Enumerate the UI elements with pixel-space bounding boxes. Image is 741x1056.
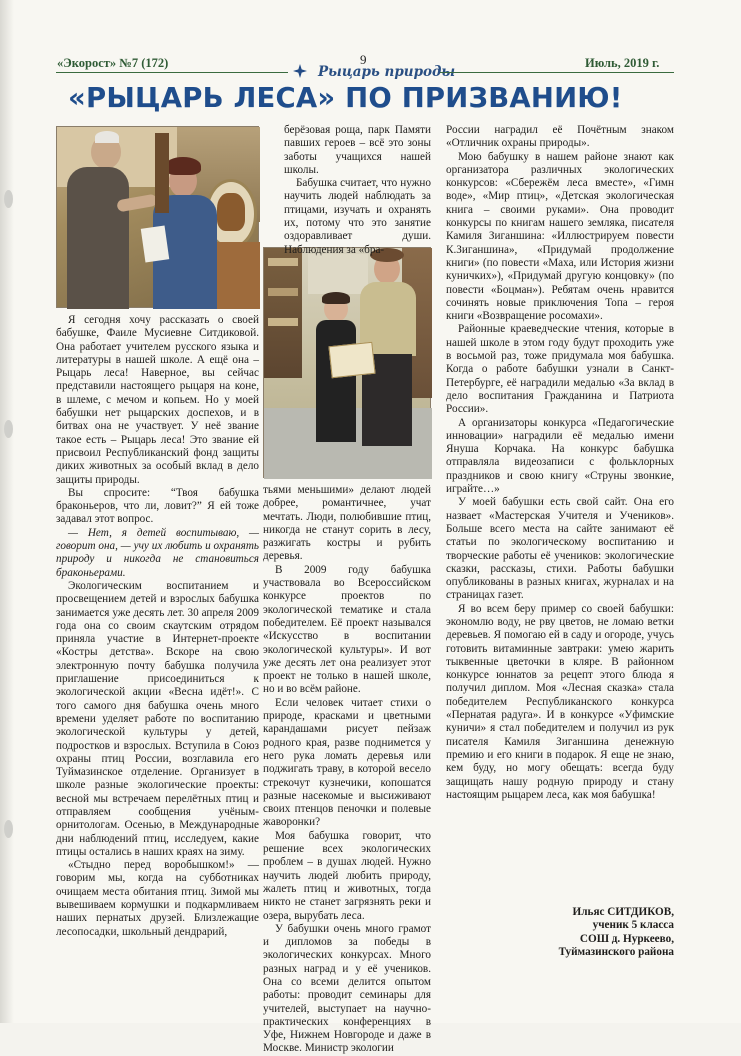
rubric-title: Рыцарь природы: [318, 64, 456, 80]
photo-award-ceremony: [56, 126, 259, 308]
quote-paragraph: — Нет, я детей воспитываю, — говорит она, — учу их любить и охранять природу и никогда не становиться браконьерами.: [56, 526, 259, 579]
issue-date: Июль, 2019 г.: [585, 56, 660, 70]
author-role: ученик 5 класса: [592, 919, 674, 932]
author-signature: [530, 906, 674, 959]
paragraph: Бабушка считает, что нужно научить людей наблюдать за птицами, изучать и охранять их, потому что это занятие оздоравливает души. Наблюдения за «бра-: [284, 177, 431, 256]
paragraph: У моей бабушки есть свой сайт. Она его назвает «Мастерская Учителя и Учеников». Больше всего места на сайте занимают её статьи по экологическому воспитанию и творческие работы её учеников: экологические сказки, рассказы, стихи. Работы бабушки опубликованы в разных книгах, журналах и на страницах газет.: [446, 496, 674, 602]
paragraph: берёзовая роща, парк Памяти павших героев – всё это зоны заботы учащихся нашей школы.: [284, 124, 431, 176]
star-icon: [293, 64, 307, 78]
author-district: Туймазинского района: [558, 945, 674, 958]
paragraph: Если человек читает стихи о природе, красками и цветными карандашами рисует пейзаж родного края, разве поднимется у него рука ломать деревья или поджигать траву, в которой весело стрекочут кузнечики, копошатся разные насекомые и высиживают своих птенцов пеночки и полевые жаворонки?: [263, 696, 431, 829]
article-column-2-top: [284, 124, 431, 257]
paragraph: У бабушки очень много грамот и дипломов за победы в экологических конкурсах. Много разных наград и у её учеников. Она со всеми делится опытом работы: проводит семинары для учителей, выступает на научно-практических конференциях в Уфе, Нижнем Новгороде и даже в Москве. Министр экологии: [263, 922, 431, 1055]
paragraph: А организаторы конкурса «Педагогические инновации» наградили её медалью имени Януша Корчака. На конкурс бабушка отправляла видеозаписи с фольклорных праздников и свою книгу «Струны звонкие, играйте…»: [446, 416, 674, 496]
article-column-1: [56, 314, 259, 939]
photo-boy-with-diploma: [263, 247, 431, 478]
page-number: 9: [360, 52, 367, 67]
author-name: Ильяс СИТДИКОВ,: [572, 906, 674, 918]
paragraph: Я сегодня хочу рассказать о своей бабушке, Фаиле Мусиевне Ситдиковой. Она работает учителем русского языка и литературы в нашей школе. А ещё она – Рыцарь леса! Наверное, вы сейчас представили настоящего рыцаря на коне, в шлеме, с мечом и копьем. Но у моей бабушки нет рыцарских доспехов, и в битвах она не участвует. У неё звание такое есть – Рыцарь леса! Это звание ей присвоил Республиканский фонд защиты диких животных за особый вклад в дело защиты природы.: [56, 314, 259, 486]
issue-label: «Экорост» №7 (172): [57, 56, 169, 70]
paragraph: Мою бабушку в нашем районе знают как организатора различных экологических конкурсов: «Сбережём леса вместе», «Гимн воде», «Мир птиц», «Детская экологическая книга – своими руками». Она проводит конкурсы по книгам нашего земляка, писателя Камиля Зиганшина: «Иллюстрируем повести К.Зиганшина», «Придумай продолжение книги» (по повести «Маха, или История жизни куничких»), «Придумай другую концовку» (по повести «Боцман»). Ребятам очень нравится сочинять новые приключения Топа – героя книги «Возвращение росомахи».: [446, 150, 674, 323]
binder-hole: [4, 420, 13, 438]
paragraph: Вы спросите: “Твоя бабушка браконьеров, что ли, ловит?” Я ей тоже задавал этот вопрос.: [56, 486, 259, 526]
paragraph: В 2009 году бабушка участвовала во Всероссийском конкурсе проектов по экологической тематике и стала победителем. Её проект назывался «Искусство в воспитании экологической культуры». И вот уже десять лет она реализует этот проект не только в нашей школе, но и во всём районе.: [263, 563, 431, 696]
article-headline: «РЫЦАРЬ ЛЕСА» ПО ПРИЗВАНИЮ!: [68, 82, 623, 114]
header-rule-right: [440, 72, 674, 73]
binder-hole: [4, 820, 13, 838]
article-column-2-bottom: [263, 484, 431, 1056]
paragraph: Районные краеведческие чтения, которые в нашей школе в этом году будут проходить уже в восьмой раз, тоже придумала моя бабушка. Когда о работе бабушки узнали в Санкт-Петербурге, её наградили медалью «За вклад в дело воспитания Гражданина и Патриота России».: [446, 323, 674, 416]
page-edge: [0, 0, 14, 1023]
paragraph: Экологическим воспитанием и просвещением детей и взрослых бабушка занимается уже десять лет. 30 апреля 2009 года она со своим скаутским отрядом приняла участие в Интернет-проекте «Костры детства». Вскоре на свою электронную почту бабушка получила приглашение присоединиться к экологической акции «Весна идёт!». С того самого дня бабушка очень много времени уделяет работе по воспитанию экологической культуры у детей, подростков и взрослых. Вступила в Союз охраны птиц России, возглавила его Туймазинское отделение. Организует в школе разные экологические проекты: весной мы встречаем перелётных птиц и отправляем сообщения учёным-орнитологам. Осенью, в Международные дни наблюдений птиц, исследуем, какие птицы остались в наших краях на зиму.: [56, 579, 259, 858]
paragraph: Я во всем беру пример со своей бабушки: экономлю воду, не рву цветов, не ломаю ветки деревьев. Я помогаю ей в саду и огороде, учусь готовить витаминные завтраки: умею жарить тыквенные цветочки в кляре. В районном конкурсе юннатов за рецепт этого блюда я получил диплом. Моя «Лесная сказка» стала победителем Республиканского конкурса «Пернатая радуга». И в конкурсе «Уфимские куничи» я стал победителем и получил из рук писателя Камиля Зиганшина денежную премию и его книги в подарок. Я еще не знаю, кем буду, но могу обещать: всегда буду защищать нашу родную природу и стану настоящим рыцарем леса, как моя бабушка!: [446, 602, 674, 801]
paragraph: тьями меньшими» делают людей добрее, романтичнее, учат мечтать. Люди, полюбившие птиц, никогда не станут сорить в лесу, разжигать костры и рубить деревья.: [263, 484, 431, 563]
paragraph: Моя бабушка говорит, что решение всех экологических проблем – в душах людей. Нужно научить людей любить природу, жалеть птиц и животных, тогда никто не станет загрязнять реки и озера, вырубать леса.: [263, 829, 431, 922]
header-rule-left: [56, 72, 288, 73]
paragraph: «Стыдно перед воробышком!» — говорим мы, когда на субботниках очищаем места обитания птиц. Зимой мы вывешиваем кормушки и подкармливаем наших пернатых друзей. Близлежащие лесопосадки, школьный дендрарий,: [56, 859, 259, 938]
binder-hole: [4, 190, 13, 208]
paragraph: России наградил её Почётным знаком «Отличник охраны природы».: [446, 124, 674, 150]
author-school: СОШ д. Нуркеево,: [579, 932, 674, 945]
article-column-3: [446, 124, 674, 802]
